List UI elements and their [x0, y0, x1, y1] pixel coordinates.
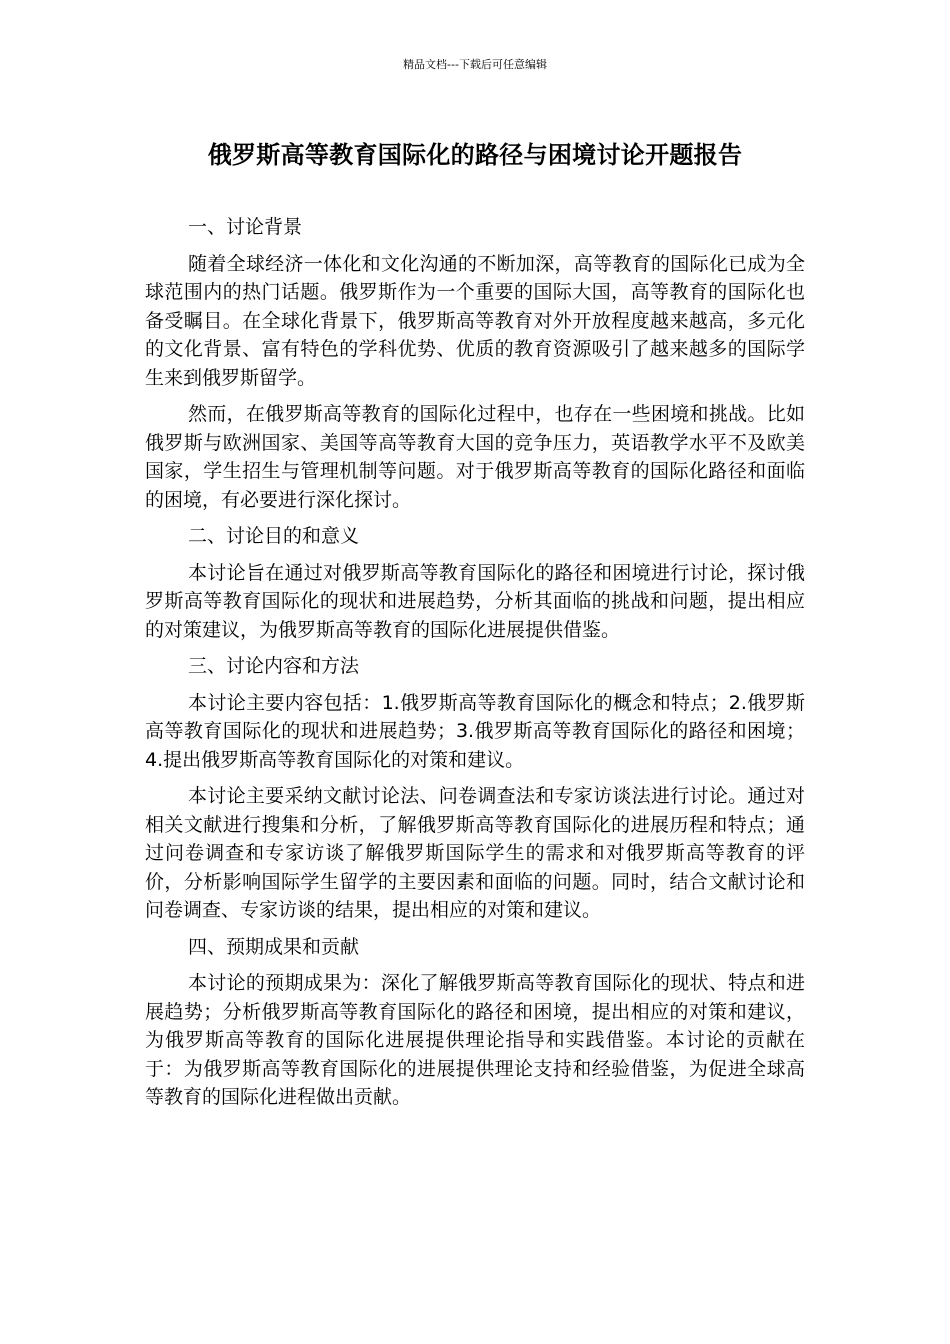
paragraph: 本讨论主要内容包括：1.俄罗斯高等教育国际化的概念和特点；2.俄罗斯高等教育国际化的现状和进展趋势；3.俄罗斯高等教育国际化的路径和困境；4.提出俄罗斯高等教育国际化的对策和建议。	[145, 691, 805, 771]
paragraph: 然而，在俄罗斯高等教育的国际化过程中，也存在一些困境和挑战。比如俄罗斯与欧洲国家、美国等高等教育大国的竞争压力，英语教学水平不及欧美国家，学生招生与管理机制等问题。对于俄罗斯高等教育的国际化路径和面临的困境，有必要进行深化探讨。	[145, 403, 805, 511]
paragraph: 本讨论的预期成果为：深化了解俄罗斯高等教育国际化的现状、特点和进展趋势；分析俄罗斯高等教育国际化的路径和困境，提出相应的对策和建议，为俄罗斯高等教育的国际化进展提供理论指导和实践借鉴。本讨论的贡献在于：为俄罗斯高等教育国际化的进展提供理论支持和经验借鉴，为促进全球高等教育的国际化进程做出贡献。	[145, 972, 805, 1108]
paragraph: 本讨论主要采纳文献讨论法、问卷调查法和专家访谈法进行讨论。通过对相关文献进行搜集和分析，了解俄罗斯高等教育国际化的进展历程和特点；通过问卷调查和专家访谈了解俄罗斯国际学生的需求和对俄罗斯高等教育的评价，分析影响国际学生留学的主要因素和面临的问题。同时，结合文献讨论和问卷调查、专家访谈的结果，提出相应的对策和建议。	[145, 785, 805, 921]
header-note: 精品文档---下载后可任意编辑	[403, 58, 547, 71]
document-title: 俄罗斯高等教育国际化的路径与困境讨论开题报告	[207, 141, 743, 169]
section-heading-purpose: 二、讨论目的和意义	[188, 525, 360, 547]
section-heading-background: 一、讨论背景	[188, 216, 303, 238]
document-body	[145, 213, 805, 1120]
section-heading-content-methods: 三、讨论内容和方法	[188, 655, 360, 677]
section-heading-expected-results: 四、预期成果和贡献	[188, 935, 360, 958]
paragraph: 随着全球经济一体化和文化沟通的不断加深，高等教育的国际化已成为全球范围内的热门话题。俄罗斯作为一个重要的国际大国，高等教育的国际化也备受瞩目。在全球化背景下，俄罗斯高等教育对外开放程度越来越高，多元化的文化背景、富有特色的学科优势、优质的教育资源吸引了越来越多的国际学生来到俄罗斯留学。	[145, 252, 805, 389]
paragraph: 本讨论旨在通过对俄罗斯高等教育国际化的路径和困境进行讨论，探讨俄罗斯高等教育国际化的现状和进展趋势，分析其面临的挑战和问题，提出相应的对策建议，为俄罗斯高等教育的国际化进展提供借鉴。	[145, 561, 805, 641]
